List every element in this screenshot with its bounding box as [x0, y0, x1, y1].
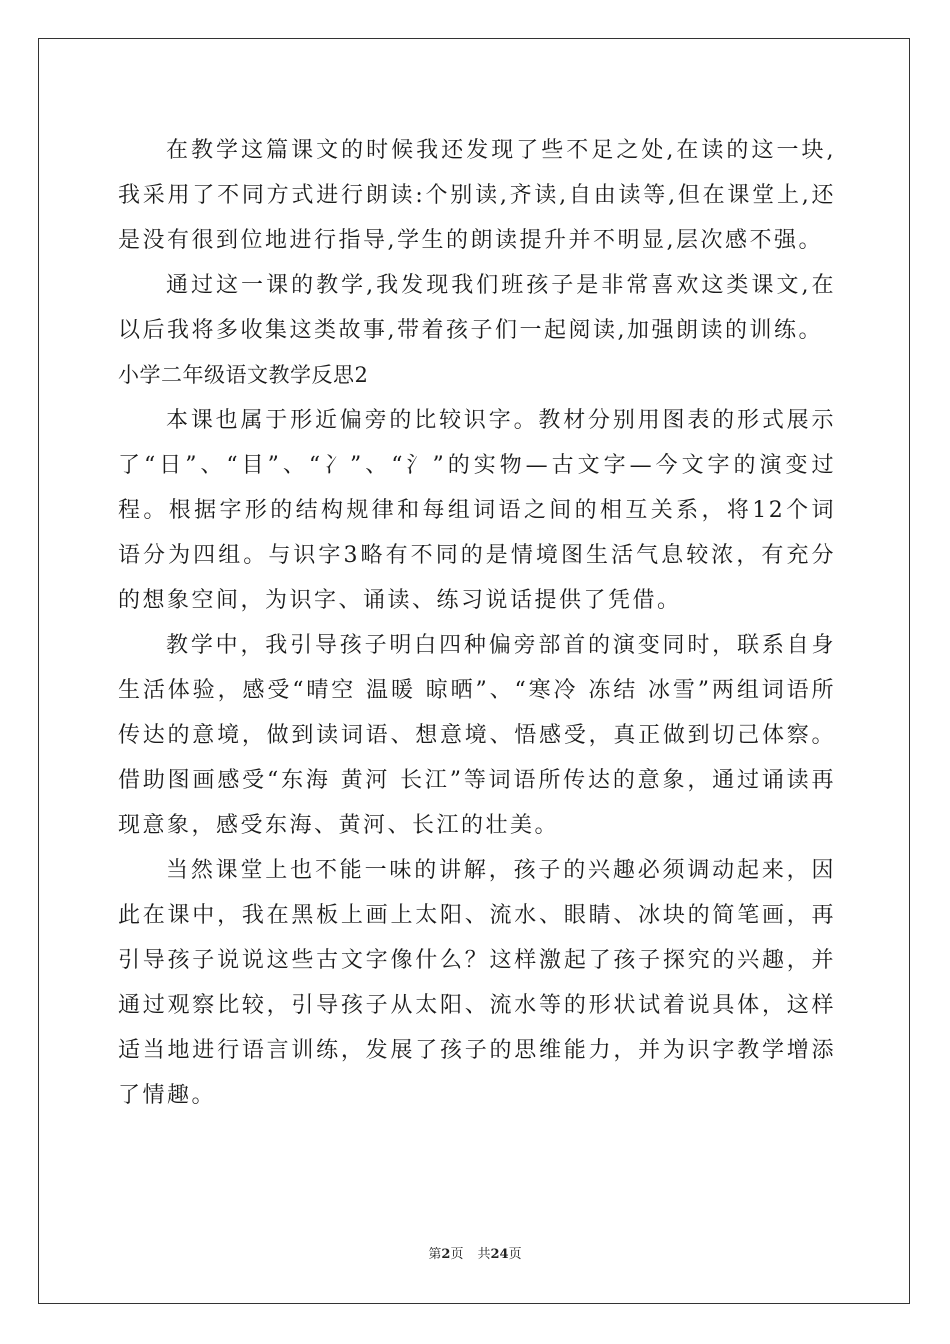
paragraph-4: 教学中，我引导孩子明白四种偏旁部首的演变同时，联系自身生活体验，感受“晴空 温暖 晾晒”、“寒冷 冻结 冰雪”两组词语所传达的意境，做到读词语、想意境、悟感受，真正做到切己体察。借助图画感受“东海 黄河 长江”等词语所传达的意象，通过诵读再现意象，感受东海、黄河、长江的壮美。 — [118, 633, 836, 838]
total-pages: 24 — [490, 1247, 509, 1262]
document-body — [118, 128, 836, 1118]
page-number: 2 — [441, 1247, 451, 1262]
total-suffix: 页 — [508, 1247, 522, 1262]
section-heading: 小学二年级语文教学反思2 — [118, 363, 369, 387]
page-suffix: 页 — [450, 1247, 464, 1262]
paragraph-2: 通过这一课的教学,我发现我们班孩子是非常喜欢这类课文,在以后我将多收集这类故事,带着孩子们一起阅读,加强朗读的训练。 — [118, 273, 836, 343]
page-footer — [0, 1246, 950, 1264]
paragraph-5: 当然课堂上也不能一味的讲解，孩子的兴趣必须调动起来，因此在课中，我在黑板上画上太阳、流水、眼睛、冰块的简笔画，再引导孩子说说这些古文字像什么？这样激起了孩子探究的兴趣，并通过观察比较，引导孩子从太阳、流水等的形状试着说具体，这样适当地进行语言训练，发展了孩子的思维能力，并为识字教学增添了情趣。 — [118, 858, 836, 1108]
page-prefix: 第 — [428, 1247, 442, 1262]
total-prefix: 共 — [477, 1247, 491, 1262]
paragraph-1: 在教学这篇课文的时候我还发现了些不足之处,在读的这一块,我采用了不同方式进行朗读:个别读,齐读,自由读等,但在课堂上,还是没有很到位地进行指导,学生的朗读提升并不明显,层次感不强。 — [118, 138, 836, 253]
paragraph-3: 本课也属于形近偏旁的比较识字。教材分别用图表的形式展示了“日”、“目”、“冫”、“氵”的实物—古文字—今文字的演变过程。根据字形的结构规律和每组词语之间的相互关系，将12个词语分为四组。与识字3略有不同的是情境图生活气息较浓，有充分的想象空间，为识字、诵读、练习说话提供了凭借。 — [118, 408, 836, 613]
